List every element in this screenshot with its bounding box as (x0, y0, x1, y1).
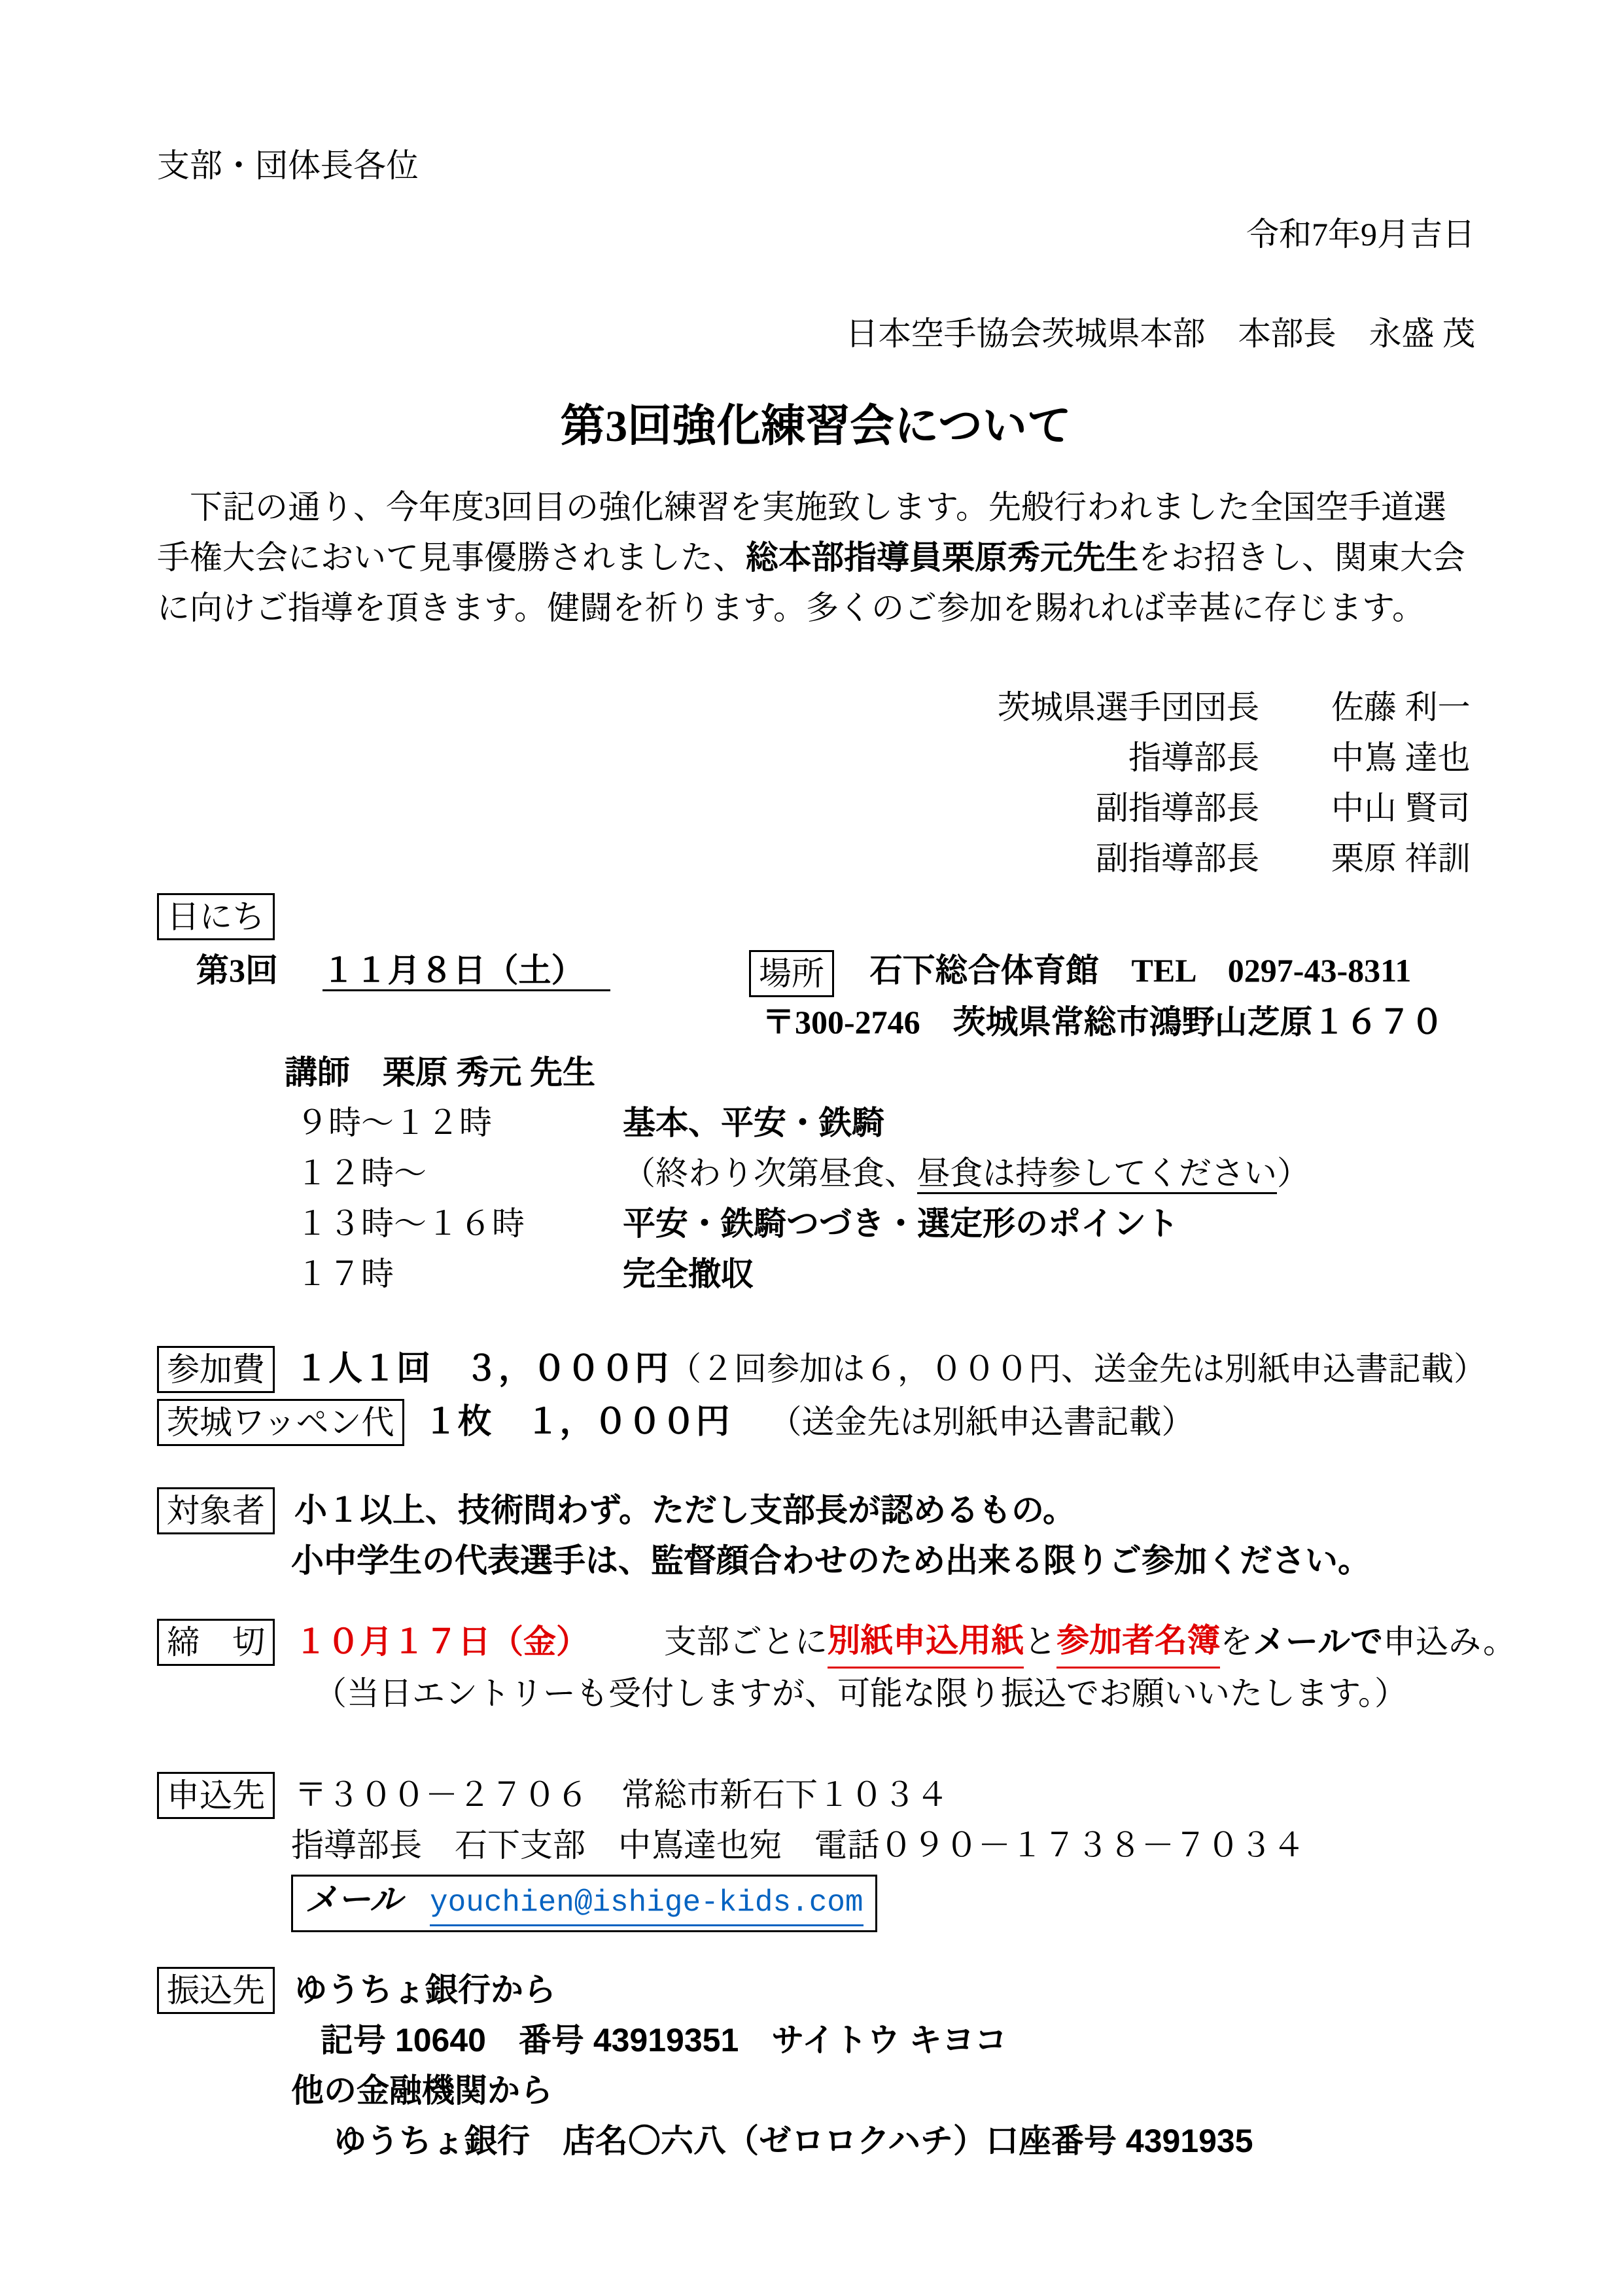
intro-line-2 (157, 533, 1475, 583)
application-address: 〒３００－２７０６ 常総市新石下１０３４ (294, 1776, 949, 1814)
lunch-note-post: ） (1277, 1155, 1310, 1192)
official-name: 中山 賢司 (1331, 790, 1471, 826)
application-contact: 指導部長 石下支部 中嶌達也宛 電話０９０－１７３８－７０３４ (291, 1827, 1305, 1864)
email-link[interactable]: youchien@ishige-kids.com (430, 1881, 864, 1926)
patch-fee-row (157, 1397, 1475, 1447)
eligibility-line-2: 小中学生の代表選手は、監督顔合わせのため出来る限りご参加ください。 (291, 1542, 1370, 1580)
session-round: 第3回 (196, 951, 278, 989)
fee-row (157, 1344, 1487, 1394)
deadline-row (157, 1616, 1516, 1669)
deadline-mail-emphasis: メールで (1253, 1623, 1383, 1661)
session-date: １１月８日（土） (323, 952, 610, 991)
intro-line-3: に向けご指導を頂きます。健闘を祈ります。多くのご参加を賜れれば幸甚に存じます。 (157, 590, 1425, 626)
official-row (998, 834, 1475, 884)
fee-note: （２回参加は６，０００円、送金先は別紙申込書記載） (669, 1351, 1487, 1388)
official-row (998, 682, 1475, 733)
intro-line-2-post: をお招きし、関東大会 (1138, 539, 1465, 576)
officials-list (998, 682, 1475, 884)
deadline-body-wo: を (1220, 1623, 1253, 1661)
mail-label: メール (305, 1881, 402, 1918)
intro-paragraph (157, 482, 1475, 633)
schedule-time: ９時～１２時 (296, 1104, 492, 1142)
place-label: 場所 (749, 950, 834, 997)
schedule-activity: 基本、平安・鉄騎 (623, 1104, 884, 1142)
application-row (157, 1770, 1475, 1820)
deadline-body-and: と (1024, 1623, 1056, 1661)
official-name: 佐藤 利一 (1331, 689, 1471, 726)
deadline-label: 締 切 (157, 1619, 275, 1666)
schedule-list (296, 1098, 1475, 1299)
place-name-tel: 石下総合体育館 TEL 0297-43-8311 (869, 951, 1412, 989)
schedule-time: １３時～１６時 (296, 1205, 525, 1243)
schedule-time: １２時～ (296, 1155, 427, 1192)
bank-line-3: 他の金融機関から (291, 2072, 553, 2110)
instructor-line: 講師 栗原 秀元 先生 (285, 1054, 595, 1091)
intro-line-2-pre: 手権大会において見事優勝されました、 (157, 539, 746, 576)
bank-line-1: ゆうちょ銀行から (294, 1971, 556, 2009)
bank-label: 振込先 (157, 1967, 275, 2014)
schedule-activity: 平安・鉄騎つづき・選定形のポイント (623, 1205, 1179, 1243)
greeting-line: 支部・団体長各位 (157, 147, 419, 184)
lunch-note-underlined: 昼食は持参してください (917, 1155, 1277, 1194)
session-date-place-row (157, 945, 1475, 998)
application-label: 申込先 (157, 1772, 275, 1819)
official-role: 茨城県選手団団長 (998, 689, 1259, 726)
application-mail-row (157, 1875, 1475, 1932)
page-title: 第3回強化練習会について (561, 401, 1072, 451)
official-row (998, 783, 1475, 834)
place-address: 〒300-2746 茨城県常総市鴻野山芝原１６７０ (762, 1004, 1444, 1041)
issue-date-line: 令和7年9月吉日 (1246, 216, 1475, 253)
date-section (157, 888, 1475, 940)
official-name: 栗原 祥訓 (1331, 840, 1471, 877)
patch-fee-main: １枚 １，０００円 (423, 1404, 730, 1441)
deadline-date: １０月１７日（金） (294, 1623, 589, 1661)
intro-instructor-emphasis: 総本部指導員栗原秀元先生 (746, 539, 1138, 576)
fee-label: 参加費 (157, 1346, 275, 1393)
mail-box (291, 1875, 877, 1932)
deadline-body-post: 申込み。 (1383, 1623, 1516, 1661)
official-role: 指導部長 (1128, 739, 1259, 776)
deadline-form-name: 別紙申込用紙 (828, 1616, 1024, 1669)
patch-fee-label: 茨城ワッペン代 (157, 1399, 404, 1446)
lunch-note-pre: （終わり次第昼食、 (623, 1155, 917, 1192)
schedule-item (296, 1098, 1475, 1148)
official-role: 副指導部長 (1096, 790, 1259, 826)
intro-line-1: 下記の通り、今年度3回目の強化練習を実施致します。先般行われました全国空手道選 (157, 489, 1446, 525)
date-section-label: 日にち (157, 893, 275, 940)
schedule-item (296, 1148, 1475, 1199)
official-role: 副指導部長 (1096, 840, 1259, 877)
deadline-body-pre: 支部ごとに (664, 1623, 828, 1661)
schedule-item (296, 1249, 1475, 1299)
official-name: 中嶌 達也 (1331, 739, 1471, 776)
patch-fee-note: （送金先は別紙申込書記載） (769, 1404, 1195, 1441)
schedule-time: １７時 (296, 1256, 394, 1293)
eligibility-row (157, 1485, 1475, 1536)
bank-row (157, 1965, 1475, 2015)
eligibility-label: 対象者 (157, 1487, 275, 1534)
bank-line-4: ゆうちょ銀行 店名〇六八（ゼロロクハチ）口座番号 4391935 (334, 2123, 1253, 2160)
fee-main: １人１回 ３，０００円 (294, 1351, 669, 1388)
deadline-roster-name: 参加者名簿 (1056, 1616, 1220, 1669)
eligibility-line-1: 小１以上、技術問わず。ただし支部長が認めるもの。 (294, 1492, 1075, 1529)
official-row (998, 733, 1475, 783)
deadline-note: （当日エントリーも受付しますが、可能な限り振込でお願いいたします。） (314, 1675, 1407, 1712)
bank-line-2: 記号 10640 番号 43919351 サイトウ キヨコ (321, 2022, 1007, 2059)
sender-line: 日本空手協会茨城県本部 本部長 永盛 茂 (845, 315, 1475, 352)
schedule-item (296, 1199, 1475, 1249)
schedule-activity: 完全撤収 (623, 1256, 754, 1293)
